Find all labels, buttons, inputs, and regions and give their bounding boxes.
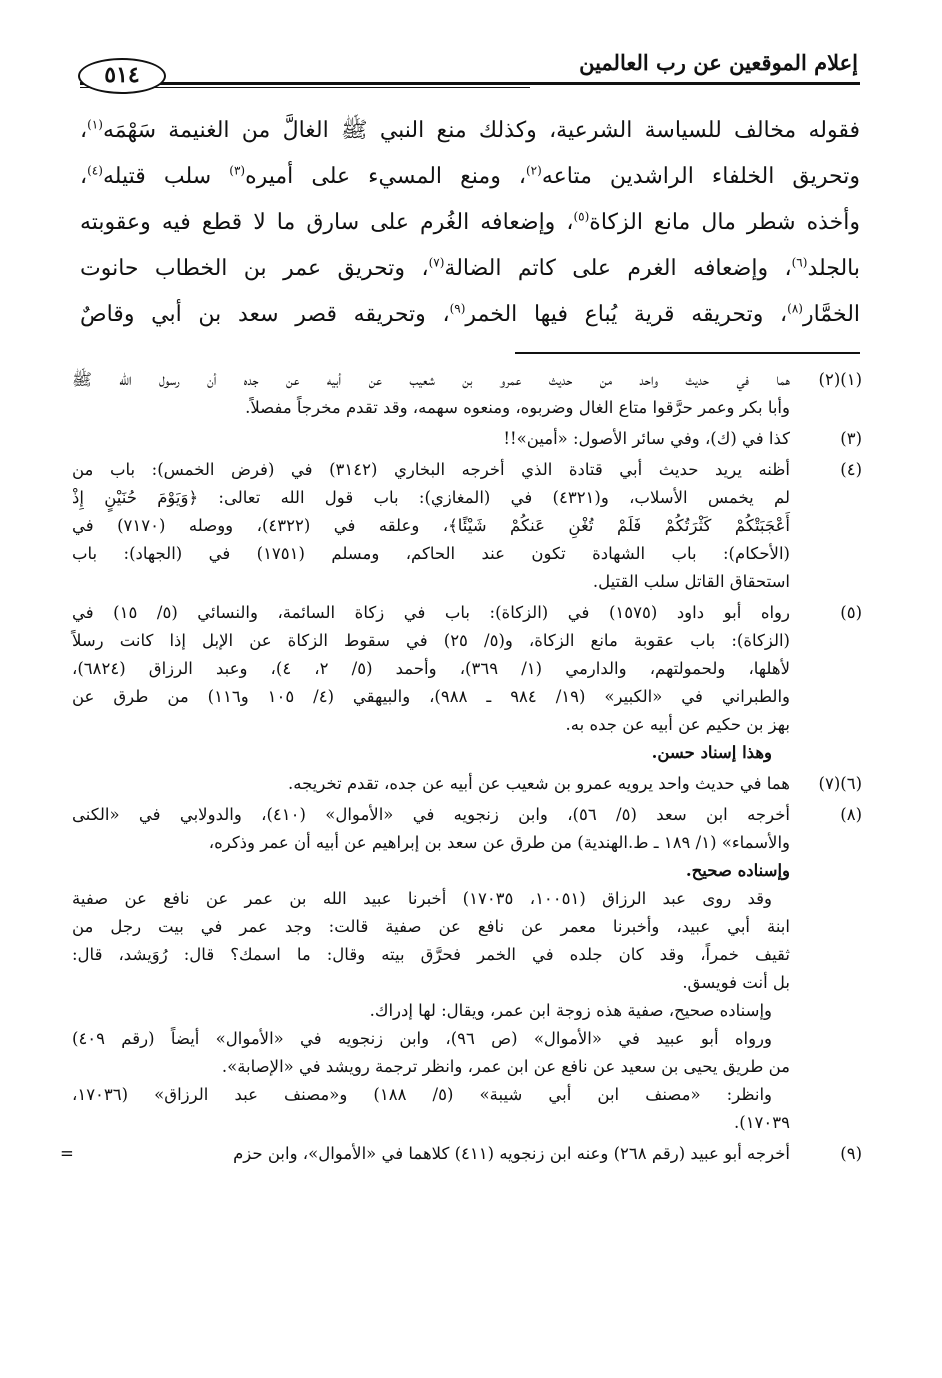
footnote-1-2: [72, 366, 862, 422]
page-number-badge: ٥١٤: [78, 58, 166, 94]
main-line: وأخذه شطر مال مانع الزكاة$^{(٥)}$، وإضعافه الغُرم على سارق ما لا قطع فيه وعقوبته: [80, 209, 860, 235]
footnote-number: (٤): [840, 460, 862, 479]
footnote-line: أَعْجَبَتْكُمْ كَثْرَتُكُمْ فَلَمْ تُغْنِ عَنكُمْ شَيْئًا﴾، وعلقه في (٤٣٢٢)، ووصله (٧١٧٠) في: [72, 516, 790, 535]
footnote-number: (٦)(٧): [818, 774, 862, 793]
footnote-line: (الأحكام): باب الشهادة تكون عند الحاكم، ومسلم (١٧٥١) في (الجهاد): باب: [72, 544, 790, 563]
footnote-ref: (٩): [449, 301, 466, 316]
footnote-line: أخرجه أبو عبيد (رقم ٢٦٨) وعنه ابن زنجويه (٤١١) كلاهما في «الأموال»، وابن حزم: [233, 1144, 790, 1163]
footnote-ref: (٣): [229, 163, 246, 178]
footnote-number: (٩): [840, 1144, 862, 1163]
main-line: الخمَّار$^{(٨)}$، وتحريقه قرية يُباع فيها الخمر$^{(٩)}$، وتحريقه قصر سعد بن أبي وقاصٌ: [80, 301, 861, 327]
footnote-ref: (٤): [87, 163, 103, 178]
footnote-line: أخرجه ابن سعد (٥/ ٥٦)، وابن زنجويه في «الأموال» (٤١٠)، والدولابي في «الكنى: [72, 805, 790, 824]
footnote-line: (الزكاة): باب عقوبة مانع الزكاة، و(٥/ ٢٥) في سقوط الزكاة عن الإبل إذا كانت رسلاً: [72, 631, 790, 650]
footnote-4: [72, 456, 862, 596]
page-header: [80, 40, 860, 92]
footnote-line: وإسناده صحيح، صفية هذه زوجة ابن عمر، ويقال: لها إدراك.: [369, 1001, 772, 1020]
footnote-line: ثقيف خمراً، وقد كان جلده في الخمر فحرَّق بيته وقال: ما اسمك؟ قال: رُوَيشد، قال:: [72, 945, 790, 964]
footnote-8: [72, 801, 862, 1137]
footnote-line: كذا في (ك)، وفي سائر الأصول: «أمين»!!: [503, 429, 790, 448]
continuation-mark: =: [60, 1144, 74, 1163]
footnote-line: وأبا بكر وعمر حرَّقوا متاع الغال وضربوه، ومنعوه سهمه، وقد تقدم مخرجاً مفصلاً.: [245, 398, 790, 417]
footnote-line: رواه أبو داود (١٥٧٥) في (الزكاة): باب في زكاة السائمة، والنسائي (٥/ ١٥) في: [72, 603, 790, 622]
footnote-line: هما في حديث واحد من حديث عمرو بن شعيب عن أبيه عن جده أن رسول الله ﷺ: [72, 370, 790, 389]
footnote-line: لم يخمس الأسلاب، و(٤٣٢١) في (المغازي): باب قول الله تعالى: ﴿وَيَوْمَ حُنَيْنٍ إِذْ: [72, 488, 790, 507]
footnote-line: أظنه يريد حديث أبي قتادة الذي أخرجه البخاري (٣١٤٢) في (فرض الخمس): باب من: [72, 460, 790, 479]
footnote-ref: (٦): [791, 255, 808, 270]
footnote-5: [72, 599, 862, 767]
footnote-line: بهز بن حكيم عن أبيه عن جده به.: [565, 715, 790, 734]
footnote-9: [60, 1140, 862, 1168]
footnote-verdict: وإسناده صحيح.: [685, 861, 790, 880]
footnote-line: ورواه أبو عبيد في «الأموال» (ص ٩٦)، وابن زنجويه في «الأموال» أيضاً (رقم ٤٠٩): [72, 1029, 772, 1048]
header-rule: [80, 82, 860, 85]
main-line: وتحريق الخلفاء الراشدين متاعه$^{(٢)}$، ومنع المسيء على أميره$^{(٣)}$ سلب قتيله$^{(٤)}$،: [80, 163, 860, 189]
main-text: [80, 108, 860, 338]
footnote-line: والطبراني في «الكبير» (١٩/ ٩٨٤ ـ ٩٨٨)، والبيهقي (٤/ ١٠٥ و١١٦) من طرق عن: [72, 687, 790, 706]
footnote-separator: [515, 352, 860, 354]
footnote-line: والأسماء» (١/ ١٨٩ ـ ط.الهندية) من طرق عن سعد بن إبراهيم عن أبيه أن عمر وذكره،: [208, 833, 790, 852]
footnote-ref: (٢): [525, 163, 542, 178]
footnote-line: لأهلها، ولحمولتهم، والدارمي (١/ ٣٦٩)، وأحمد (٥/ ٢، ٤)، وعبد الرزاق (٦٨٢٤)،: [72, 659, 790, 678]
footnote-line: بل أنت فويسق.: [682, 973, 790, 992]
footnote-ref: (٨): [787, 301, 803, 316]
footnote-line: وانظر: «مصنف ابن أبي شيبة» (٥/ ١٨٨) و«مصنف عبد الرزاق» (١٧٠٣٦،: [72, 1085, 772, 1104]
footnote-line: استحقاق القاتل سلب القتيل.: [592, 572, 790, 591]
footnote-number: (٨): [840, 805, 862, 824]
main-line: فقوله مخالف للسياسة الشرعية، وكذلك منع النبي ﷺ الغالَّ من الغنيمة سَهْمَه$^{(١)}$،: [80, 117, 860, 143]
footnote-3: [72, 425, 862, 453]
main-line: بالجلد$^{(٦)}$، وإضعافه الغرم على كاتم الضالة$^{(٧)}$، وتحريق عمر بن الخطاب حانوت: [80, 255, 860, 281]
footnote-line: ابنة أبي عبيد، وأخبرنا معمر عن نافع عن صفية قالت: وجد عمر في بيت رجل من: [72, 917, 790, 936]
footnote-ref: (٧): [428, 255, 445, 270]
footnote-line: ١٧٠٣٩).: [734, 1113, 790, 1132]
footnote-6-7: [72, 770, 862, 798]
footnote-line: وقد روى عبد الرزاق (١٠٠٥١، ١٧٠٣٥) أخبرنا عبيد الله بن عمر عن نافع عن صفية: [72, 889, 773, 908]
footnote-number: (١)(٢): [818, 370, 862, 389]
footnote-line: هما في حديث واحد يرويه عمرو بن شعيب عن أبيه عن جده، تقدم تخريجه.: [288, 774, 790, 793]
footnote-verdict: وهذا إسناد حسن.: [651, 743, 772, 762]
footnote-ref: (٥): [573, 209, 590, 224]
footnote-number: (٥): [840, 603, 862, 622]
footnote-ref: (١): [87, 117, 103, 132]
footnotes: [60, 366, 862, 1171]
book-title: إعلام الموقعين عن رب العالمين: [579, 50, 858, 75]
footnote-number: (٣): [840, 429, 862, 448]
footnote-line: من طريق يحيى بن سعيد عن نافع عن ابن عمر، وانظر ترجمة رويشد في «الإصابة».: [221, 1057, 790, 1076]
